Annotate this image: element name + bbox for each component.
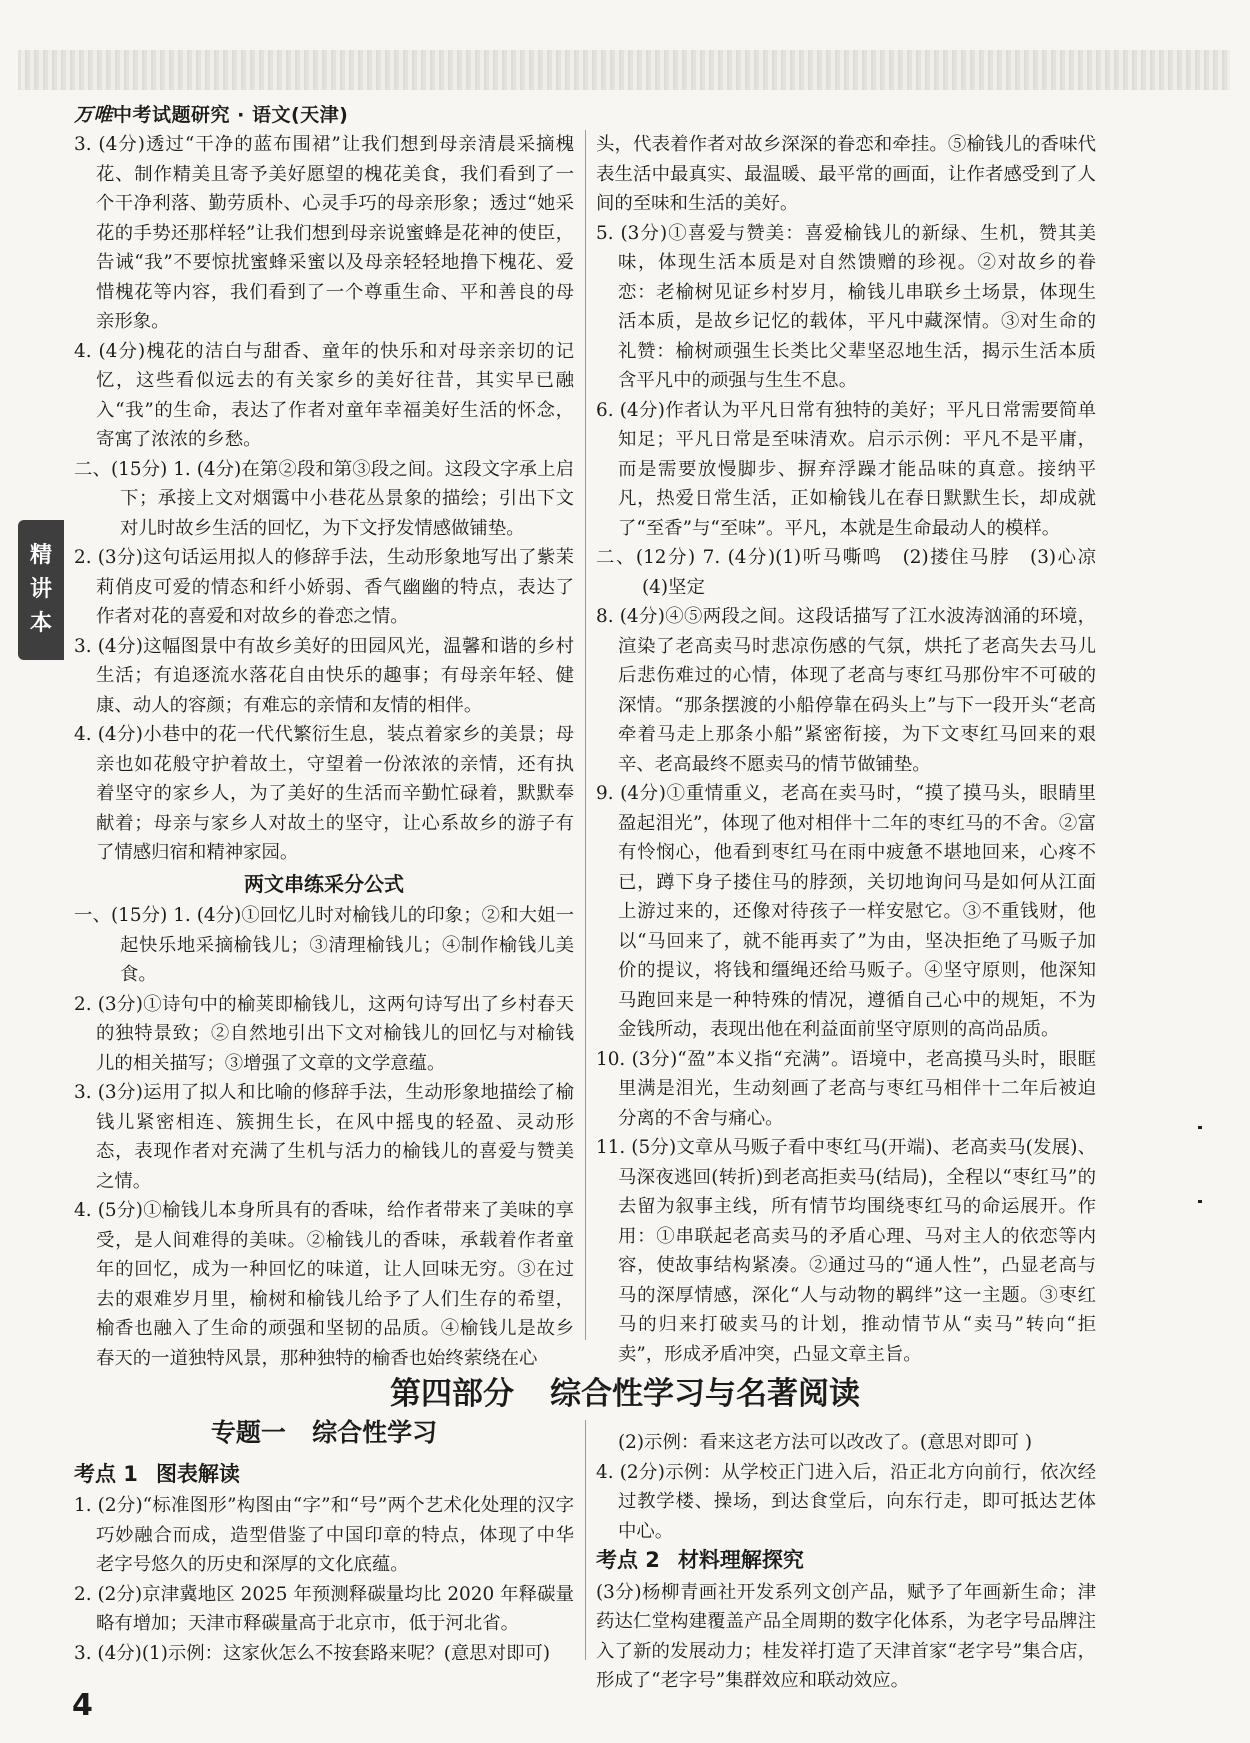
header-title: 中考试题研究 · 语文(天津) [113,104,349,126]
answer-item: 6. (4分)作者认为平凡日常有独特的美好；平凡日常需要简单知足；平凡日常是至味清欢。启示示例：平凡不是平庸，而是需要放慢脚步、摒弃浮躁才能品味的真意。接纳平凡，热爱日常生活，正如榆钱儿在春日默默生长，却成就了“至香”与“至味”。平凡，本就是生命最动人的模样。 [596,399,1096,539]
left-bottom-column [74,1418,574,1668]
kaodian-heading [74,1460,574,1490]
answer-item: 3. (3分)运用了拟人和比喻的修辞手法，生动形象地描绘了榆钱儿紧密相连、簇拥生长，在风中摇曳的轻盈、灵动形态，表现作者对充满了生机与活力的榆钱儿的喜爱与赞美之情。 [74,1082,574,1192]
scan-speck [1198,1126,1202,1129]
answer-item: 4. (4分)小巷中的花一代代繁衍生息，装点着家乡的美景；母亲也如花般守护着故土，守望着一份浓浓的亲情，还有执着坚守的家乡人，为了美好的生活而辛勤忙碌着，默默奉献着；母亲与家乡人对故土的坚守，让心系故乡的游子有了情感归宿和精神家园。 [74,724,574,863]
part-title: 综合性学习与名著阅读 [550,1376,860,1412]
right-bottom-column [596,1428,1096,1696]
answer-item: 2. (2分)京津冀地区 2025 年预测释碳量均比 2020 年释碳量略有增加；天津市释碳量高于北京市，低于河北省。 [74,1583,574,1634]
column-divider [585,130,586,1340]
side-tab [18,520,64,660]
answer-item: 2. (3分)①诗句中的榆荚即榆钱儿，这两句诗写出了乡村春天的独特景致；②自然地引出下文对榆钱儿的回忆与对榆钱儿的相关描写；③增强了文章的文学意蕴。 [74,993,574,1074]
answer-item: 9. (4分)①重情重义，老高在卖马时，“摸了摸马头，眼睛里盈起泪光”，体现了他对相伴十二年的枣红马的不舍。②富有怜悯心，他看到枣红马在雨中疲惫不堪地回来，心疼不已，蹲下身子搂住马的脖颈，关切地询问马是如何从江面上游过来的，还像对待孩子一样安慰它。③不重钱财，他以“马回来了，就不能再卖了”为由，坚决拒绝了马贩子加价的提议，将钱和缰绳还给马贩子。④坚守原则，他深知马跑回来是一种特殊的情况，遵循自己心中的规矩，不为金钱所动，表现出他在利益面前坚守原则的高尚品质。 [596,783,1096,1040]
side-tab-char: 本 [29,611,52,636]
answer-item: 3. (4分)透过“干净的蓝布围裙”让我们想到母亲清晨采摘槐花、制作精美且寄予美好愿望的槐花美食，我们看到了一个干净利落、勤劳质朴、心灵手巧的母亲形象；透过“她采花的手势还那样轻”让我们想到母亲说蜜蜂是花神的使臣，告诫“我”不要惊扰蜜蜂采蜜以及母亲轻轻地撸下槐花、爱惜槐花等内容，我们看到了一个尊重生命、平和善良的母亲形象。 [74,134,574,332]
answer-line: (2)示例：看来这老方法可以改改了。(意思对即可 ) [618,1432,1033,1453]
topic-label: 专题一 [210,1418,286,1447]
section-first-item: 一、(15分) 1. (4分)①回忆儿时对榆钱儿的印象；②和大姐一起快乐地采摘榆钱儿；③清理榆钱儿；④制作榆钱儿美食。 [74,905,574,985]
answer-item: 5. (3分)①喜爱与赞美：喜爱榆钱儿的新绿、生机，赞其美味，体现生活本质是对自然馈赠的珍视。②对故乡的眷恋：老榆树见证乡村岁月，榆钱儿串联乡土场景，体现生活本质，是故乡记忆的载体，平凡中藏深情。③对生命的礼赞：榆树顽强生长类比父辈坚忍地生活，揭示生活本质含平凡中的顽强与生生不息。 [596,222,1096,391]
right-column [596,130,1115,1369]
answer-item: 3. (4分)这幅图景中有故乡美好的田园风光，温馨和谐的乡村生活；有追逐流水落花自由快乐的趣事；有母亲年轻、健康、动人的容颜；有难忘的亲情和友情的相伴。 [74,635,574,716]
running-header [74,100,348,127]
part-heading [0,1368,1250,1413]
answer-item: 11. (5分)文章从马贩子看中枣红马(开端)、老高卖马(发展)、马深夜逃回(转折)到老高拒卖马(结局)，全程以“枣红马”的去留为叙事主线，所有情节均围绕枣红马的命运展开。作用：①串联起老高卖马的矛盾心理、马对主人的依恋等内容，使故事结构紧凑。②通过马的“通人性”，凸显老高与马的深厚情感，深化“人与动物的羁绊”这一主题。③枣红马的归来打破卖马的计划，推动情节从“卖马”转向“拒卖”，形成矛盾冲突，凸显文章主旨。 [596,1137,1096,1365]
answer-item: 4. (4分)槐花的洁白与甜香、童年的快乐和对母亲亲切的记忆，这些看似远去的有关家乡的美好往昔，其实早已融入“我”的生命，表达了作者对童年幸福美好生活的怀念，寄寓了浓浓的乡愁。 [74,340,574,450]
brand-logo: 万唯 [74,104,114,126]
kaodian-label: 考点 1 [74,1461,138,1486]
section-subheading: 两文串练采分公式 [244,871,404,896]
answer-item: 4. (2分)示例：从学校正门进入后，沿正北方向前行，依次经过教学楼、操场，到达食堂后，向东行走，即可抵达艺体中心。 [596,1461,1096,1542]
answer-item: 3. (4分)(1)示例：这家伙怎么不按套路来呢？(意思对即可) [74,1642,551,1664]
answer-item: 4. (5分)①榆钱儿本身所具有的香味，给作者带来了美味的享受，是人间难得的美味。②榆钱儿的香味，承载着作者童年的回忆，成为一种回忆的味道，让人回味无穷。③在过去的艰难岁月里，榆树和榆钱儿给予了人们生存的希望，榆香也融入了生命的顽强和坚韧的品质。④榆钱儿是故乡春天的一道独特风景，那种独特的榆香也始终萦绕在心 [74,1200,574,1369]
kaodian-title: 材料理解探究 [677,1548,804,1572]
answer-item: 8. (4分)④⑤两段之间。这段话描写了江水波涛汹涌的环境，渲染了老高卖马时悲凉伤感的气氛，烘托了老高失去马儿后悲伤难过的心情，体现了老高与枣红马那份牢不可破的深情。“那条摆渡的小船停靠在码头上”与下一段开头“老高牵着马走上那条小船”紧密衔接，为下文枣红马回来的艰辛、老高最终不愿卖马的情节做铺垫。 [596,606,1096,775]
scan-header-band [18,50,1230,90]
side-tab-char: 讲 [29,577,52,602]
column-divider [585,1420,586,1660]
answer-item: 2. (3分)这句话运用拟人的修辞手法，生动形象地写出了紫茉莉俏皮可爱的情态和纤小娇弱、香气幽幽的特点，表达了作者对花的喜爱和对故乡的眷恋之情。 [74,547,574,627]
kaodian-title: 图表解读 [155,1461,240,1486]
side-tab-char: 精 [29,543,52,568]
page-number: 4 [72,1688,93,1723]
section-first-item: 二、(12分) 7. (4分)(1)听马嘶鸣 (2)搂住马脖 (3)心凉 (4)坚定 [596,547,1115,598]
continuation-text: 头，代表着作者对故乡深深的眷恋和牵挂。⑤榆钱儿的香味代表生活中最真实、最温暖、最平常的画面，让作者感受到了人间的至味和生活的美好。 [596,134,1096,214]
left-column [74,130,574,1373]
scan-speck [1198,1200,1202,1203]
answer-item: 10. (3分)“盈”本义指“充满”。语境中，老高摸马头时，眼眶里满是泪光，生动刻画了老高与枣红马相伴十二年后被迫分离的不舍与痛心。 [596,1048,1096,1129]
topic-title: 综合性学习 [312,1418,438,1447]
section-first-item: 二、(15分) 1. (4分)在第②段和第③段之间。这段文字承上启下；承接上文对烟霭中小巷花丛景象的描绘；引出下文对儿时故乡生活的回忆，为下文抒发情感做铺垫。 [74,458,574,539]
topic-heading [74,1418,574,1448]
answer-item: 1. (2分)“标准图形”构图由“字”和“号”两个艺术化处理的汉字巧妙融合而成，造型借鉴了中国印章的特点，体现了中华老字号悠久的历史和深厚的文化底蕴。 [74,1495,574,1575]
kaodian-heading [596,1546,1096,1576]
kaodian-label: 考点 2 [596,1548,660,1572]
answer-paragraph: (3分)杨柳青画社开发系列文创产品，赋予了年画新生命；津药达仁堂构建覆盖产品全周期的数字化体系，为老字号品牌注入了新的发展动力；桂发祥打造了天津首家“老字号”集合店，形成了“老字号”集群效应和联动效应。 [596,1581,1096,1691]
part-label: 第四部分 [390,1376,514,1412]
